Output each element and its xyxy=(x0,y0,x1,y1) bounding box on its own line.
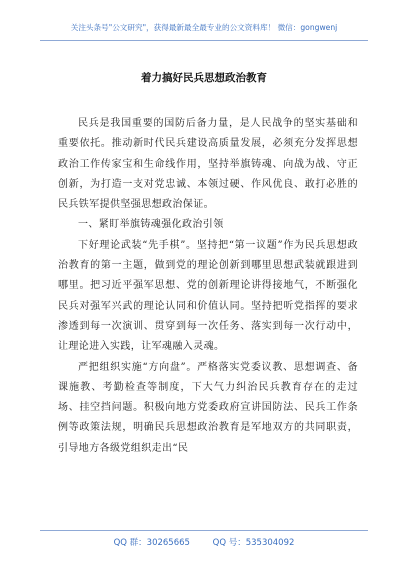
body-paragraph: 严把组织实施“方向盘”。严格落实党委议教、思想调查、备课施教、考勤检查等制度，下大气力纠治民兵教育存在的走过场、挂空挡问题。积极向地方党委政府宣讲国防法、民兵工作条例等政策法规，明确民兵思想政治教育是军地双方的共同职责，引导地方各级党组织走出“民 xyxy=(58,361,358,454)
footer-qq-group: QQ 群：30265665 xyxy=(113,538,190,548)
document-title: 着力搞好民兵思想政治教育 xyxy=(141,72,267,84)
body-paragraph: 下好理论武装“先手棋”。坚持把“第一议题”作为民兵思想政治教育的第一主题，做到党的理论创新到哪里思想武装就跟进到哪里。把习近平强军思想、党的创新理论讲得接地气，不断强化民兵对强军兴武的理论认同和价值认同。坚持把听党指挥的要求渗透到每一次演训、贯穿到每一次任务、落实到每一次行动中，让理论进入实践，让军魂融入灵魂。 xyxy=(58,239,358,353)
document-body xyxy=(58,114,358,459)
header-note: 关注头条号"公文研究"，获得最新最全最专业的公文资料库！ 微信：gongwenj xyxy=(70,23,338,32)
section-heading: 一、紧盯举旗铸魂强化政治引领 xyxy=(78,219,224,231)
footer xyxy=(0,536,408,548)
body-paragraph: 民兵是我国重要的国防后备力量，是人民战争的坚实基础和重要依托。推动新时代民兵建设高质量发展，必须充分发挥思想政治工作传家宝和生命线作用，坚持举旗铸魂、向战为战、守正创新，为打造一支对党忠诚、本领过硬、作风优良、敢打必胜的民兵铁军提供坚强思想政治保证。 xyxy=(58,118,358,211)
footer-qq-number: QQ 号：535304092 xyxy=(212,538,295,548)
footer-divider xyxy=(40,530,368,531)
header-divider xyxy=(40,40,368,41)
